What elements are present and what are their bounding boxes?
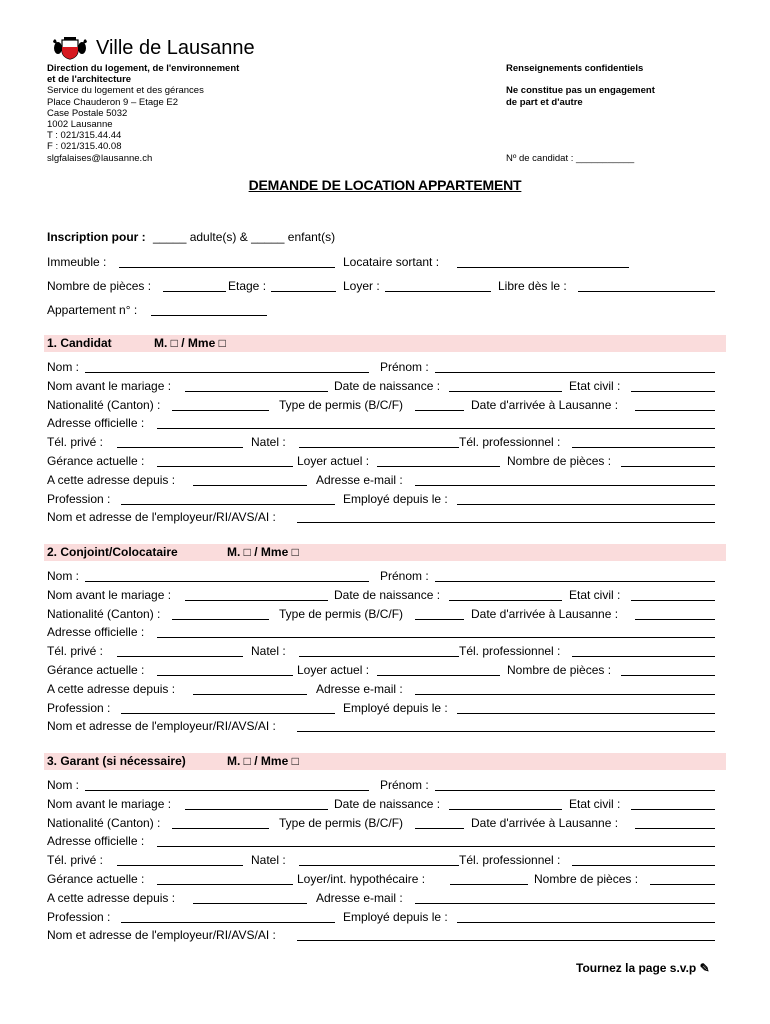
nationality-field[interactable] bbox=[172, 828, 269, 829]
engagement-note: de part et d'autre bbox=[506, 96, 583, 108]
address-line: Service du logement et des gérances bbox=[47, 85, 204, 97]
rooms-field[interactable] bbox=[650, 884, 715, 885]
section-title: 1. Candidat bbox=[47, 336, 112, 350]
employer-row bbox=[47, 509, 715, 525]
city-name: Ville de Lausanne bbox=[96, 37, 255, 59]
address-label: Adresse officielle : bbox=[47, 834, 145, 849]
employer-row bbox=[47, 718, 715, 734]
arrival-field[interactable] bbox=[635, 410, 715, 411]
turn-page-note: Tournez la page s.v.p ✎ bbox=[576, 961, 710, 975]
pieces-field[interactable] bbox=[163, 291, 226, 292]
nationality-field[interactable] bbox=[172, 619, 269, 620]
libre-field[interactable] bbox=[578, 291, 715, 292]
agency-row bbox=[47, 871, 715, 887]
since-field[interactable] bbox=[193, 694, 307, 695]
maiden-name-label: Nom avant le mariage : bbox=[47, 378, 172, 393]
fax-line: F : 021/315.40.08 bbox=[47, 141, 122, 153]
mobile-label: Natel : bbox=[251, 853, 286, 868]
address-line: 1002 Lausanne bbox=[47, 119, 113, 131]
department-block bbox=[47, 63, 239, 164]
nom-field[interactable] bbox=[85, 790, 369, 791]
appartement-label: Appartement n° : bbox=[47, 303, 138, 317]
maiden-name-row bbox=[47, 796, 715, 812]
agency-field[interactable] bbox=[157, 675, 293, 676]
section-header bbox=[44, 335, 726, 352]
home-phone-field[interactable] bbox=[117, 447, 243, 448]
maiden-name-row bbox=[47, 587, 715, 603]
section-title: 3. Garant (si nécessaire) bbox=[47, 754, 186, 768]
permit-field[interactable] bbox=[415, 828, 464, 829]
rooms-field[interactable] bbox=[621, 675, 715, 676]
lausanne-coat-of-arms-icon bbox=[52, 36, 88, 60]
nationality-row bbox=[47, 815, 715, 831]
mobile-label: Natel : bbox=[251, 435, 286, 450]
immeuble-row bbox=[47, 254, 715, 270]
profession-label: Profession : bbox=[47, 700, 111, 715]
nationality-field[interactable] bbox=[172, 410, 269, 411]
appartement-row bbox=[47, 302, 715, 318]
rent-label: Loyer actuel : bbox=[297, 454, 370, 468]
rooms-label: Nombre de pièces : bbox=[507, 454, 612, 468]
nationality-label: Nationalité (Canton) : bbox=[47, 815, 161, 830]
work-phone-label: Tél. professionnel : bbox=[459, 853, 561, 868]
maiden-name-label: Nom avant le mariage : bbox=[47, 587, 172, 602]
permit-label: Type de permis (B/C/F) bbox=[279, 606, 404, 621]
civil-status-field[interactable] bbox=[631, 391, 715, 392]
home-phone-field[interactable] bbox=[117, 656, 243, 657]
maiden-name-field[interactable] bbox=[185, 600, 328, 601]
profession-field[interactable] bbox=[121, 922, 335, 923]
employed-since-field[interactable] bbox=[457, 504, 715, 505]
prenom-label: Prénom : bbox=[380, 360, 429, 374]
name-row bbox=[47, 777, 715, 793]
prenom-label: Prénom : bbox=[380, 569, 429, 583]
prenom-label: Prénom : bbox=[380, 778, 429, 792]
employer-field[interactable] bbox=[297, 522, 715, 523]
pieces-label: Nombre de pièces : bbox=[47, 279, 152, 293]
rooms-label: Nombre de pièces : bbox=[507, 663, 612, 677]
arrival-label: Date d'arrivée à Lausanne : bbox=[471, 397, 619, 412]
home-phone-label: Tél. privé : bbox=[47, 435, 104, 450]
rent-field[interactable] bbox=[450, 884, 528, 885]
birthdate-label: Date de naissance : bbox=[334, 796, 441, 811]
locataire-field[interactable] bbox=[457, 267, 629, 268]
arrival-field[interactable] bbox=[635, 828, 715, 829]
agency-label: Gérance actuelle : bbox=[47, 872, 145, 886]
locataire-label: Locataire sortant : bbox=[343, 255, 440, 269]
department-line: et de l'architecture bbox=[47, 74, 132, 86]
mobile-field[interactable] bbox=[299, 656, 459, 657]
home-phone-field[interactable] bbox=[117, 865, 243, 866]
engagement-note: Ne constitue pas un engagement bbox=[506, 85, 655, 97]
since-field[interactable] bbox=[193, 485, 307, 486]
rooms-label: Nombre de pièces : bbox=[534, 872, 639, 886]
phone-row bbox=[47, 643, 715, 659]
email-label: Adresse e-mail : bbox=[316, 890, 403, 905]
civility-checkboxes[interactable]: M. □ / Mme □ bbox=[154, 336, 226, 350]
work-phone-field[interactable] bbox=[572, 656, 715, 657]
employed-since-field[interactable] bbox=[457, 922, 715, 923]
nom-label: Nom : bbox=[47, 778, 80, 792]
inscription-row bbox=[47, 229, 715, 245]
nom-field[interactable] bbox=[85, 372, 369, 373]
inscription-label: Inscription pour : bbox=[47, 230, 146, 244]
agency-row bbox=[47, 453, 715, 469]
work-phone-label: Tél. professionnel : bbox=[459, 435, 561, 450]
address-row bbox=[47, 624, 715, 640]
pieces-row bbox=[47, 278, 715, 294]
name-row bbox=[47, 359, 715, 375]
birthdate-label: Date de naissance : bbox=[334, 587, 441, 602]
since-field[interactable] bbox=[193, 903, 307, 904]
nationality-row bbox=[47, 606, 715, 622]
address-label: Adresse officielle : bbox=[47, 416, 145, 431]
civil-status-field[interactable] bbox=[631, 809, 715, 810]
prenom-field[interactable] bbox=[435, 581, 715, 582]
arrival-field[interactable] bbox=[635, 619, 715, 620]
agency-field[interactable] bbox=[157, 466, 293, 467]
profession-label: Profession : bbox=[47, 491, 111, 506]
agency-label: Gérance actuelle : bbox=[47, 454, 145, 468]
email-field[interactable] bbox=[415, 903, 715, 904]
employer-row bbox=[47, 927, 715, 943]
address-label: Adresse officielle : bbox=[47, 625, 145, 640]
email-line: slgfalaises@lausanne.ch bbox=[47, 152, 153, 164]
civil-status-label: Etat civil : bbox=[569, 587, 621, 602]
civil-status-label: Etat civil : bbox=[569, 378, 621, 393]
confidential-block bbox=[506, 63, 655, 108]
home-phone-label: Tél. privé : bbox=[47, 644, 104, 659]
phone-row bbox=[47, 852, 715, 868]
address-field[interactable] bbox=[157, 428, 715, 429]
employed-since-field[interactable] bbox=[457, 713, 715, 714]
employer-field[interactable] bbox=[297, 940, 715, 941]
phone-row bbox=[47, 434, 715, 450]
confidential-note: Renseignements confidentiels bbox=[506, 63, 644, 74]
email-field[interactable] bbox=[415, 485, 715, 486]
permit-label: Type de permis (B/C/F) bbox=[279, 815, 404, 830]
since-row bbox=[47, 681, 715, 697]
mobile-field[interactable] bbox=[299, 447, 459, 448]
employed-since-label: Employé depuis le : bbox=[343, 491, 448, 506]
address-line: Case Postale 5032 bbox=[47, 107, 128, 119]
nationality-row bbox=[47, 397, 715, 413]
address-row bbox=[47, 415, 715, 431]
arrival-label: Date d'arrivée à Lausanne : bbox=[471, 606, 619, 621]
nom-field[interactable] bbox=[85, 581, 369, 582]
since-label: A cette adresse depuis : bbox=[47, 890, 176, 905]
section-title: 2. Conjoint/Colocataire bbox=[47, 545, 178, 559]
permit-field[interactable] bbox=[415, 410, 464, 411]
birthdate-label: Date de naissance : bbox=[334, 378, 441, 393]
since-label: A cette adresse depuis : bbox=[47, 681, 176, 696]
permit-label: Type de permis (B/C/F) bbox=[279, 397, 404, 412]
nationality-label: Nationalité (Canton) : bbox=[47, 397, 161, 412]
birthdate-field[interactable] bbox=[449, 600, 562, 601]
profession-field[interactable] bbox=[121, 504, 335, 505]
phone-line: T : 021/315.44.44 bbox=[47, 130, 122, 142]
maiden-name-label: Nom avant le mariage : bbox=[47, 796, 172, 811]
email-label: Adresse e-mail : bbox=[316, 472, 403, 487]
work-phone-label: Tél. professionnel : bbox=[459, 644, 561, 659]
since-label: A cette adresse depuis : bbox=[47, 472, 176, 487]
libre-label: Libre dès le : bbox=[498, 279, 567, 293]
home-phone-label: Tél. privé : bbox=[47, 853, 104, 868]
email-field[interactable] bbox=[415, 694, 715, 695]
permit-field[interactable] bbox=[415, 619, 464, 620]
etage-field[interactable] bbox=[271, 291, 336, 292]
mobile-label: Natel : bbox=[251, 644, 286, 659]
candidate-number: Nº de candidat : ___________ bbox=[506, 153, 635, 164]
rooms-field[interactable] bbox=[621, 466, 715, 467]
appartement-field[interactable] bbox=[151, 315, 267, 316]
employer-field[interactable] bbox=[297, 731, 715, 732]
address-row bbox=[47, 833, 715, 849]
immeuble-label: Immeuble : bbox=[47, 255, 107, 269]
nom-label: Nom : bbox=[47, 569, 80, 583]
agency-row bbox=[47, 662, 715, 678]
maiden-name-field[interactable] bbox=[185, 391, 328, 392]
work-phone-field[interactable] bbox=[572, 865, 715, 866]
birthdate-field[interactable] bbox=[449, 391, 562, 392]
employer-label: Nom et adresse de l'employeur/RI/AVS/AI : bbox=[47, 510, 276, 525]
email-label: Adresse e-mail : bbox=[316, 681, 403, 696]
name-row bbox=[47, 568, 715, 584]
birthdate-field[interactable] bbox=[449, 809, 562, 810]
address-line: Place Chauderon 9 – Etage E2 bbox=[47, 96, 178, 108]
arrival-label: Date d'arrivée à Lausanne : bbox=[471, 815, 619, 830]
nom-label: Nom : bbox=[47, 360, 80, 374]
civil-status-field[interactable] bbox=[631, 600, 715, 601]
immeuble-field[interactable] bbox=[119, 267, 335, 268]
profession-row bbox=[47, 700, 715, 716]
section-header bbox=[44, 753, 726, 770]
address-field[interactable] bbox=[157, 846, 715, 847]
etage-label: Etage : bbox=[228, 279, 267, 293]
civil-status-label: Etat civil : bbox=[569, 796, 621, 811]
since-row bbox=[47, 890, 715, 906]
profession-label: Profession : bbox=[47, 909, 111, 924]
civility-checkboxes[interactable]: M. □ / Mme □ bbox=[227, 545, 299, 559]
prenom-field[interactable] bbox=[435, 372, 715, 373]
maiden-name-field[interactable] bbox=[185, 809, 328, 810]
employed-since-label: Employé depuis le : bbox=[343, 909, 448, 924]
rent-label: Loyer/int. hypothécaire : bbox=[297, 872, 426, 886]
form-title: DEMANDE DE LOCATION APPARTEMENT bbox=[248, 177, 522, 193]
prenom-field[interactable] bbox=[435, 790, 715, 791]
department-line: Direction du logement, de l'environnement bbox=[47, 63, 240, 74]
inscription-counts[interactable]: _____ adulte(s) & _____ enfant(s) bbox=[153, 230, 336, 244]
section-header bbox=[44, 544, 726, 561]
agency-field[interactable] bbox=[157, 884, 293, 885]
loyer-label: Loyer : bbox=[343, 279, 380, 293]
rent-field[interactable] bbox=[377, 466, 500, 467]
nationality-label: Nationalité (Canton) : bbox=[47, 606, 161, 621]
mobile-field[interactable] bbox=[299, 865, 459, 866]
employed-since-label: Employé depuis le : bbox=[343, 700, 448, 715]
address-field[interactable] bbox=[157, 637, 715, 638]
civility-checkboxes[interactable]: M. □ / Mme □ bbox=[227, 754, 299, 768]
employer-label: Nom et adresse de l'employeur/RI/AVS/AI : bbox=[47, 719, 276, 734]
maiden-name-row bbox=[47, 378, 715, 394]
rent-field[interactable] bbox=[377, 675, 500, 676]
profession-row bbox=[47, 491, 715, 507]
loyer-field[interactable] bbox=[385, 291, 491, 292]
employer-label: Nom et adresse de l'employeur/RI/AVS/AI : bbox=[47, 928, 276, 943]
rent-label: Loyer actuel : bbox=[297, 663, 370, 677]
since-row bbox=[47, 472, 715, 488]
profession-field[interactable] bbox=[121, 713, 335, 714]
profession-row bbox=[47, 909, 715, 925]
work-phone-field[interactable] bbox=[572, 447, 715, 448]
agency-label: Gérance actuelle : bbox=[47, 663, 145, 677]
